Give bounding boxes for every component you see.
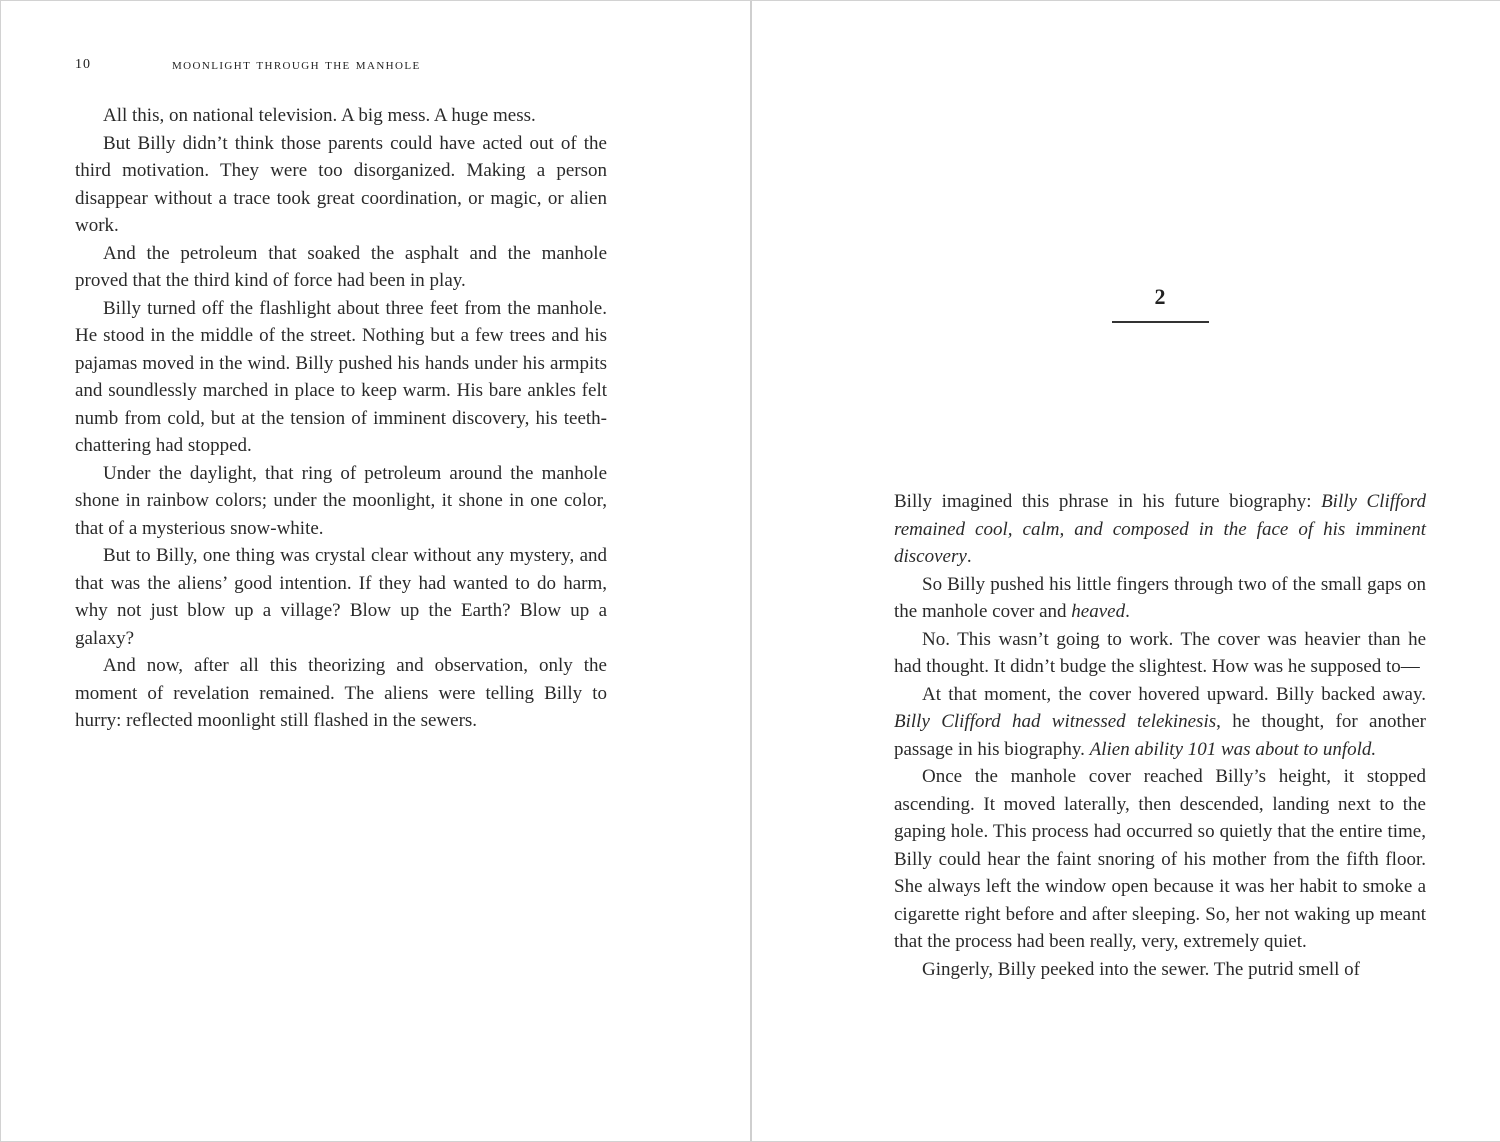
paragraph	[75, 460, 607, 543]
left-page	[1, 1, 751, 1141]
left-page-body	[75, 102, 607, 735]
paragraph	[894, 571, 1426, 626]
text-run: And now, after all this theorizing and observation, only the moment of revelation remained. The aliens were telling Billy to hurry: reflected moonlight still flashed in the sewers.	[75, 655, 607, 731]
italic-text: Alien ability 101 was about to unfold.	[1089, 738, 1377, 760]
paragraph	[894, 626, 1426, 681]
chapter-rule	[1112, 321, 1209, 323]
right-page-body	[894, 488, 1426, 983]
paragraph	[75, 130, 607, 240]
paragraph	[894, 488, 1426, 571]
paragraph	[894, 763, 1426, 956]
text-run: At that moment, the cover hovered upward. Billy backed away.	[922, 683, 1426, 705]
text-run: Under the daylight, that ring of petroleum around the manhole shone in rainbow colors; under the moonlight, it shone in one color, that of a mysterious snow-white.	[75, 462, 607, 539]
text-run: So Billy pushed his little fingers through two of the small gaps on the manhole cover and	[894, 573, 1426, 622]
paragraph	[75, 295, 607, 460]
text-run: Once the manhole cover reached Billy’s height, it stopped ascending. It moved laterally, then descended, landing next to the gaping hole. This process had occurred so quietly that the entire time, Billy could hear the faint snoring of his mother from the fifth floor. She always left the window open because it was her habit to smoke a cigarette right before and after sleeping. So, her not waking up meant that the process had been really, very, extremely quiet.	[894, 766, 1426, 952]
text-run: Billy turned off the flashlight about three feet from the manhole. He stood in the middle of the street. Nothing but a few trees and his pajamas moved in the wind. Billy pushed his hands under his armpits and soundlessly marched in place to keep warm. His bare ankles felt numb from cold, but at the tension of imminent discovery, his teeth-chattering had stopped.	[75, 297, 607, 456]
text-run: But Billy didn’t think those parents could have acted out of the third motivation. They were too disorganized. Making a person disappear without a trace took great coordination, or magic, or alien work.	[75, 132, 607, 236]
paragraph	[75, 652, 607, 735]
right-page	[752, 1, 1500, 1141]
text-run: No. This wasn’t going to work. The cover was heavier than he had thought. It didn’t budge the slightest. How was he supposed to—	[894, 628, 1426, 677]
text-run: Gingerly, Billy peeked into the sewer. The putrid smell of	[922, 958, 1360, 980]
italic-text: heaved	[1071, 601, 1126, 622]
text-run: .	[1125, 601, 1130, 622]
text-run: And the petroleum that soaked the asphalt and the manhole proved that the third kind of force had been in play.	[75, 242, 607, 291]
chapter-number: 2	[1154, 284, 1166, 309]
italic-text: Billy Clifford remained cool, calm, and composed in the face of his imminent discovery	[894, 491, 1426, 567]
text-run: , he thought, for another passage in his biography.	[894, 711, 1426, 760]
paragraph	[75, 240, 607, 295]
text-run: Billy imagined this phrase in his future biography:	[894, 491, 1322, 512]
text-run: All this, on national television. A big mess. A huge mess.	[103, 105, 536, 126]
text-run: .	[966, 546, 972, 567]
paragraph	[894, 956, 1426, 984]
paragraph	[75, 542, 607, 652]
book-title: moonlight through the manhole	[172, 57, 421, 73]
paragraph	[75, 102, 607, 130]
italic-text: Billy Clifford had witnessed telekinesis	[894, 711, 1217, 732]
paragraph	[894, 681, 1426, 764]
text-run: But to Billy, one thing was crystal clear without any mystery, and that was the aliens’ good intention. If they had wanted to do harm, why not just blow up a village? Blow up the Earth? Blow up a galaxy?	[75, 545, 607, 649]
page-number: 10	[75, 57, 91, 72]
